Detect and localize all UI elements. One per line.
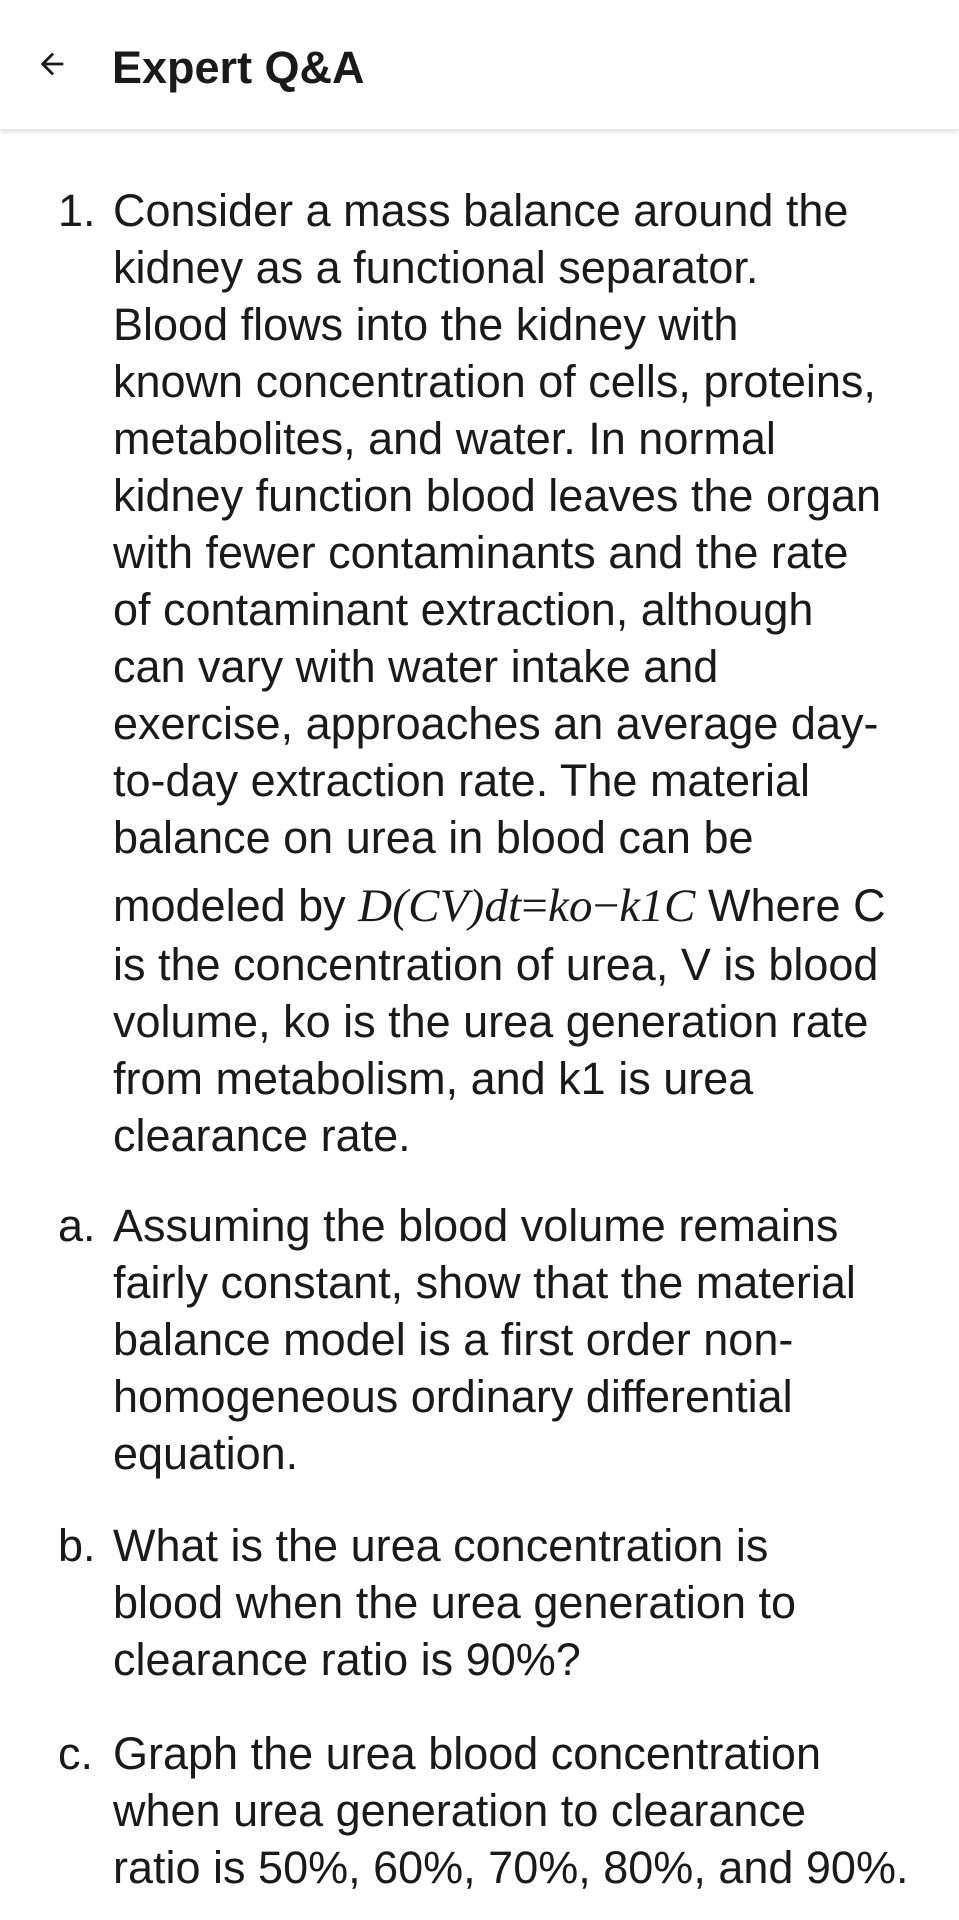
text-line: Graph the urea blood concentration [113,1728,821,1779]
text-line: kidney as a functional separator. [113,242,759,293]
part-text [113,1517,956,1688]
text-line: volume, ko is the urea generation rate [113,996,869,1047]
text-line: ratio is 50%, 60%, 70%, 80%, and 90%. [113,1842,909,1893]
text-line: Consider a mass balance around the [113,185,849,236]
formula-prefix: modeled by [113,880,359,931]
text-line: equation. [113,1428,299,1479]
text-line: clearance ratio is 90%? [113,1634,581,1685]
text-line: balance on urea in blood can be [113,812,754,863]
text-line: to-day extraction rate. The material [113,755,810,806]
text-line: homogeneous ordinary differential [113,1371,793,1422]
app-bar [0,0,959,130]
text-line: What is the urea concentration is [113,1520,769,1571]
page-title: Expert Q&A [112,42,365,93]
formula-ko: ko [547,880,593,932]
question-content [0,130,959,1920]
text-line: Blood flows into the kidney with [113,299,739,350]
list-marker: c. [58,1728,94,1779]
text-line: kidney function blood leaves the organ [113,470,882,521]
text-line: blood when the urea generation to [113,1577,797,1628]
text-line: Assuming the blood volume remains [113,1200,839,1251]
formula-equals: = [521,880,548,932]
text-line: is the concentration of urea, V is blood [113,939,879,990]
text-line: when urea generation to clearance [113,1785,806,1836]
formula-minus: − [592,880,620,932]
text-line: fairly constant, show that the material [113,1257,856,1308]
text-line: from metabolism, and k1 is urea [113,1053,754,1104]
arrow-left-icon [35,47,69,81]
text-line: known concentration of cells, proteins, [113,356,876,407]
list-marker: b. [58,1520,96,1571]
part-text [113,1725,956,1896]
text-line: of contaminant extraction, although [113,584,814,635]
text-line: with fewer contaminants and the rate [113,527,849,578]
formula-suffix: Where C [695,880,886,931]
part-text [113,1197,956,1482]
text-line: can vary with water intake and [113,641,719,692]
question-text [113,182,956,1164]
text-line: clearance rate. [113,1110,411,1161]
list-marker: 1. [58,185,96,236]
formula-line [113,866,956,936]
back-button[interactable] [28,40,76,88]
list-marker: a. [58,1200,96,1251]
text-line: balance model is a first order non- [113,1314,794,1365]
text-line: metabolites, and water. In normal [113,413,776,464]
formula-lhs: D(CV)dt [358,880,522,932]
text-line: exercise, approaches an average day- [113,698,879,749]
formula-k1c: k1C [619,880,696,932]
